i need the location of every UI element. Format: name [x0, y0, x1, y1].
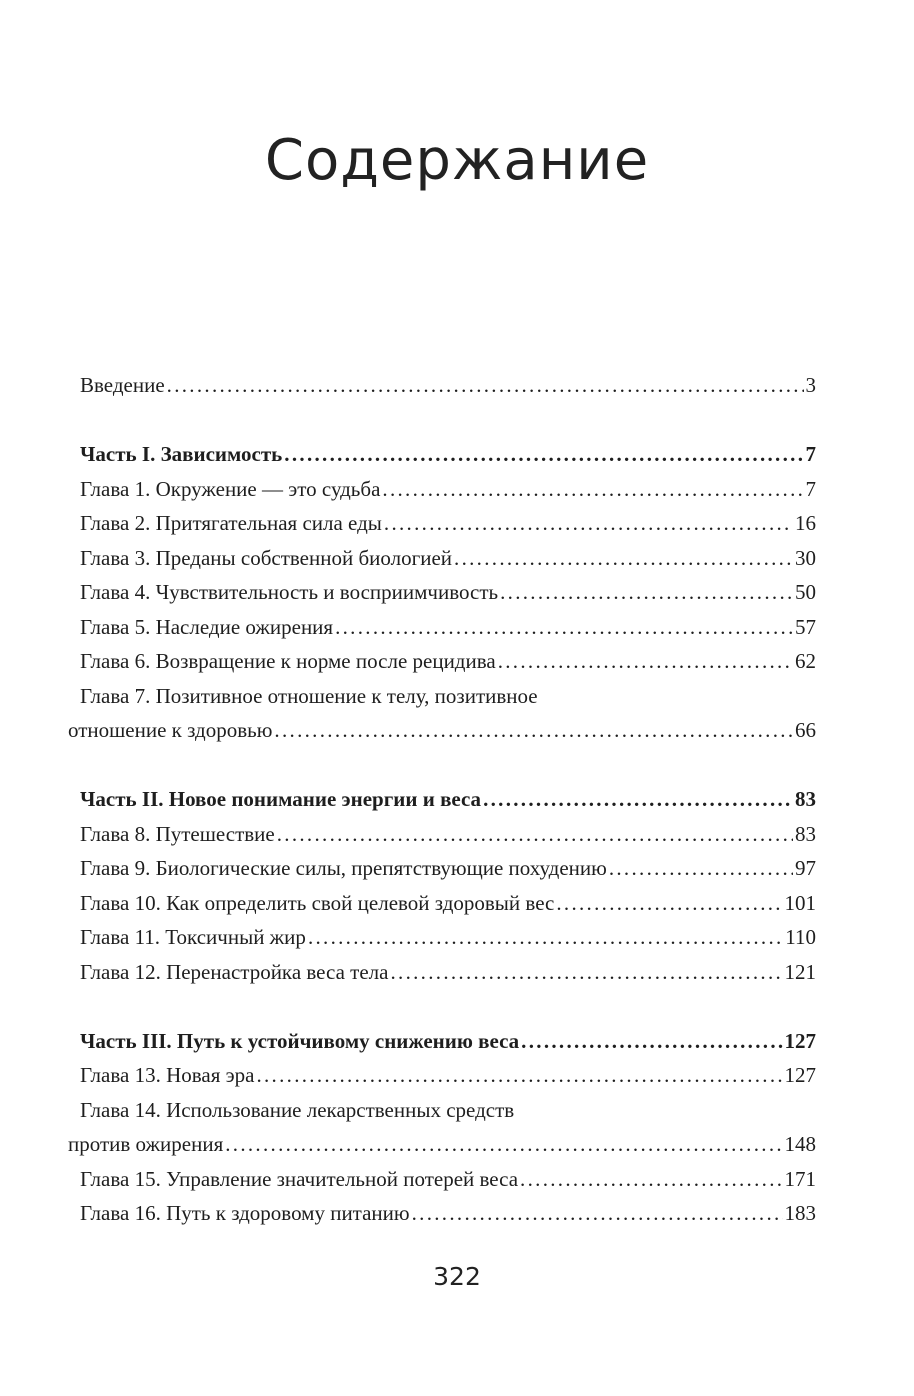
toc-entry-title: Часть III. Путь к устойчивому снижению веса — [80, 1029, 520, 1053]
toc-entry-page: 83 — [795, 822, 816, 846]
toc-entry-title: Глава 12. Перенастройка веса тела — [80, 960, 389, 984]
toc-entry — [0, 817, 914, 851]
toc-entry-title: Глава 11. Токсичный жир — [80, 925, 306, 949]
toc-entry-title: Глава 2. Притягательная сила еды — [80, 511, 382, 535]
toc-entry-page: 171 — [784, 1167, 816, 1191]
toc-part-heading — [0, 1024, 914, 1058]
toc-entry-page: 57 — [795, 615, 816, 639]
toc-entry — [0, 575, 914, 609]
toc-entry-page: 110 — [785, 925, 816, 949]
toc-entry-page: 83 — [795, 787, 816, 811]
toc-entry — [0, 644, 914, 678]
leader-dots — [609, 851, 793, 885]
toc-entry — [0, 541, 914, 575]
toc-entry-title: Глава 7. Позитивное отношение к телу, позитивное — [80, 684, 538, 708]
toc-entry — [0, 506, 914, 540]
leader-dots — [412, 1196, 783, 1230]
toc-entry-page: 183 — [784, 1201, 816, 1225]
toc-entry-title: Глава 5. Наследие ожирения — [80, 615, 334, 639]
toc-entry-title: Глава 4. Чувствительность и восприимчивость — [80, 580, 499, 604]
toc-entry-page: 7 — [805, 442, 816, 466]
toc-entry-title: Глава 8. Путешествие — [80, 822, 275, 846]
leader-dots — [308, 920, 783, 954]
page-title: Содержание — [264, 128, 650, 193]
toc-entry-title-continued: против ожирения — [68, 1132, 224, 1156]
toc-entry-title: Глава 10. Как определить свой целевой здоровый вес — [80, 891, 555, 915]
leader-dots — [335, 610, 793, 644]
toc-part-heading — [0, 782, 914, 816]
leader-dots — [498, 644, 793, 678]
toc-entry — [0, 920, 914, 954]
toc-entry-line2 — [0, 1127, 914, 1161]
leader-dots — [521, 1024, 782, 1058]
toc-entry-title: Часть II. Новое понимание энергии и веса — [80, 787, 482, 811]
toc-entry-title: Часть I. Зависимость — [80, 442, 283, 466]
leader-dots — [384, 506, 793, 540]
leader-dots — [390, 955, 782, 989]
toc-entry-page: 127 — [784, 1063, 816, 1087]
leader-dots — [277, 817, 793, 851]
leader-dots — [274, 713, 793, 747]
leader-dots — [284, 437, 803, 471]
toc-entry — [0, 1196, 914, 1230]
toc-entry-title: Глава 6. Возвращение к норме после рецидива — [80, 649, 496, 673]
toc-entry-page: 50 — [795, 580, 816, 604]
toc-part-heading — [0, 437, 914, 471]
toc-entry-page: 3 — [805, 373, 816, 397]
leader-dots — [520, 1162, 782, 1196]
page-number: 322 — [433, 1262, 481, 1291]
toc-entry — [0, 886, 914, 920]
toc-entry — [0, 1162, 914, 1196]
toc-entry-title: Глава 15. Управление значительной потерей веса — [80, 1167, 519, 1191]
leader-dots — [167, 368, 804, 402]
toc-entry-line1 — [0, 679, 914, 713]
leader-dots — [556, 886, 782, 920]
toc-entry-title: Глава 16. Путь к здоровому питанию — [80, 1201, 410, 1225]
toc-entry-intro — [0, 368, 914, 402]
leader-dots — [500, 575, 793, 609]
toc-entry-page: 30 — [795, 546, 816, 570]
leader-dots — [382, 472, 803, 506]
toc-entry-title: Глава 13. Новая эра — [80, 1063, 255, 1087]
toc-entry-title: Глава 14. Использование лекарственных средств — [80, 1098, 515, 1122]
toc-entry-line1 — [0, 1093, 914, 1127]
toc-entry-page: 101 — [784, 891, 816, 915]
toc-entry-title: Глава 9. Биологические силы, препятствующие похудению — [80, 856, 607, 880]
toc-entry-page: 66 — [795, 718, 816, 742]
toc-entry-title-continued: отношение к здоровью — [68, 718, 273, 742]
leader-dots — [225, 1127, 782, 1161]
toc-entry — [0, 955, 914, 989]
toc-entry-page: 121 — [784, 960, 816, 984]
toc-entry — [0, 472, 914, 506]
toc-entry-page: 62 — [795, 649, 816, 673]
toc-entry-title: Глава 1. Окружение — это судьба — [80, 477, 381, 501]
toc-entry-line2 — [0, 713, 914, 747]
toc-entry-title: Введение — [80, 373, 165, 397]
toc-entry — [0, 1058, 914, 1092]
leader-dots — [454, 541, 793, 575]
toc-entry-title: Глава 3. Преданы собственной биологией — [80, 546, 453, 570]
toc-entry-page: 16 — [795, 511, 816, 535]
toc-entry-page: 127 — [784, 1029, 816, 1053]
toc-entry-page: 97 — [795, 856, 816, 880]
toc-entry-page: 148 — [784, 1132, 816, 1156]
leader-dots — [256, 1058, 782, 1092]
leader-dots — [483, 782, 793, 816]
toc-entry-page: 7 — [805, 477, 816, 501]
toc-entry — [0, 851, 914, 885]
toc-entry — [0, 610, 914, 644]
